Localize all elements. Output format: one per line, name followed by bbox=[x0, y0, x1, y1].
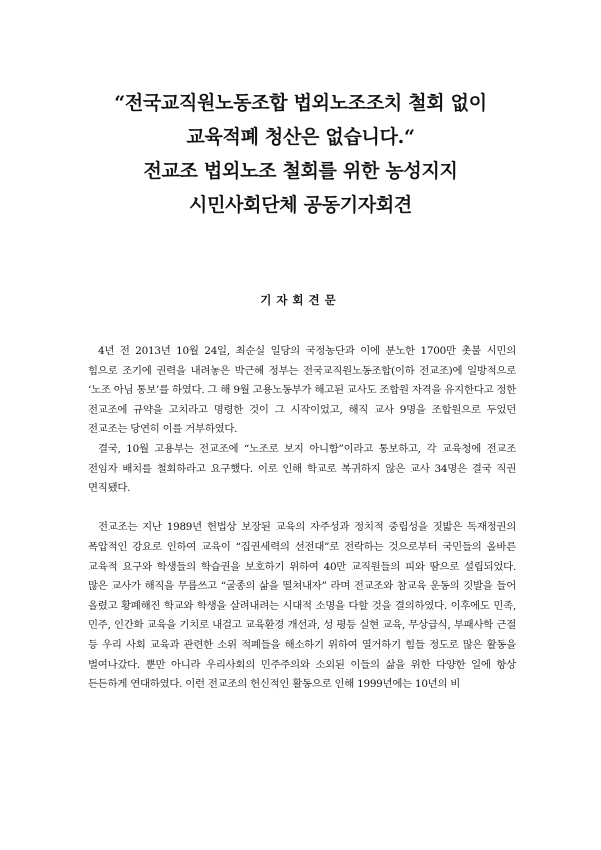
title-line-4: 시민사회단체 공동기자회견 bbox=[189, 194, 412, 216]
paragraph-1: 4년 전 2013년 10월 24일, 최순실 일당의 국정농단과 이에 분노한 1700만 촛불 시민의 힘으로 조기에 권력을 내려놓은 박근혜 정부는 전국교직원노동조합(이하 전교조)에 일방적으로 ‘노조 아님 통보’를 하였다. 그 해 9월 고용노동부가 해고된 교사도 조합원 자격을 유지한다고 정한 전교조에 규약을 고치라고 명령한 것이 그 시작이었고, 해직 교사 9명을 조합원으로 두었던 전교조는 당연히 이를 거부하였다. bbox=[88, 345, 516, 436]
paragraph-3: 전교조는 지난 1989년 헌법상 보장된 교육의 자주성과 정치적 중립성을 짓밟은 독재정권의 폭압적인 강요로 인하여 교육이 “집권세력의 선전대”로 전락하는 것으로부터 국민들의 올바른 교육적 요구와 학생들의 학습권을 보호하기 위하여 40만 교직원들의 피와 땀으로 설립되었다. 많은 교사가 해직을 무릅쓰고 “굴종의 삶을 떨쳐내자” 라며 전교조와 참교육 운동의 깃발을 들어 올렸고 황폐해진 학교와 학생을 살려내려는 시대적 소명을 다할 것을 결의하였다. 이후에도 민족, 민주, 인간화 교육을 기치로 내걸고 교육환경 개선과, 성 평등 실현 교육, 무상급식, 부패사학 근절 등 우리 사회 교육과 관련한 소위 적폐들을 해소하기 위하여 열거하기 힘들 정도로 많은 활동을 벌여나갔다. 뿐만 아니라 우리사회의 민주주의와 소외된 이들의 삶을 위한 다양한 일에 항상 든든하게 연대하였다. 이런 전교조의 헌신적인 활동으로 인해 1999년에는 10년의 비 bbox=[88, 521, 516, 691]
section-heading: 기자회견문 bbox=[260, 293, 341, 307]
statement-body bbox=[88, 342, 516, 695]
press-conference-title bbox=[40, 86, 561, 222]
paragraph-2: 결국, 10월 고용부는 전교조에 “노조로 보지 아니함”이라고 통보하고, 각 교육청에 전교조 전임자 배치를 철회하라고 요구했다. 이로 인해 학교로 복귀하지 않은 교사 34명은 결국 직권 면직됐다. bbox=[88, 442, 516, 495]
title-line-3: 전교조 법외노조 철회를 위한 농성지지 bbox=[143, 160, 458, 182]
title-line-2: 교육적폐 청산은 없습니다.“ bbox=[186, 126, 415, 148]
title-line-1: “전국교직원노동조합 법외노조조치 철회 없이 bbox=[114, 92, 487, 114]
